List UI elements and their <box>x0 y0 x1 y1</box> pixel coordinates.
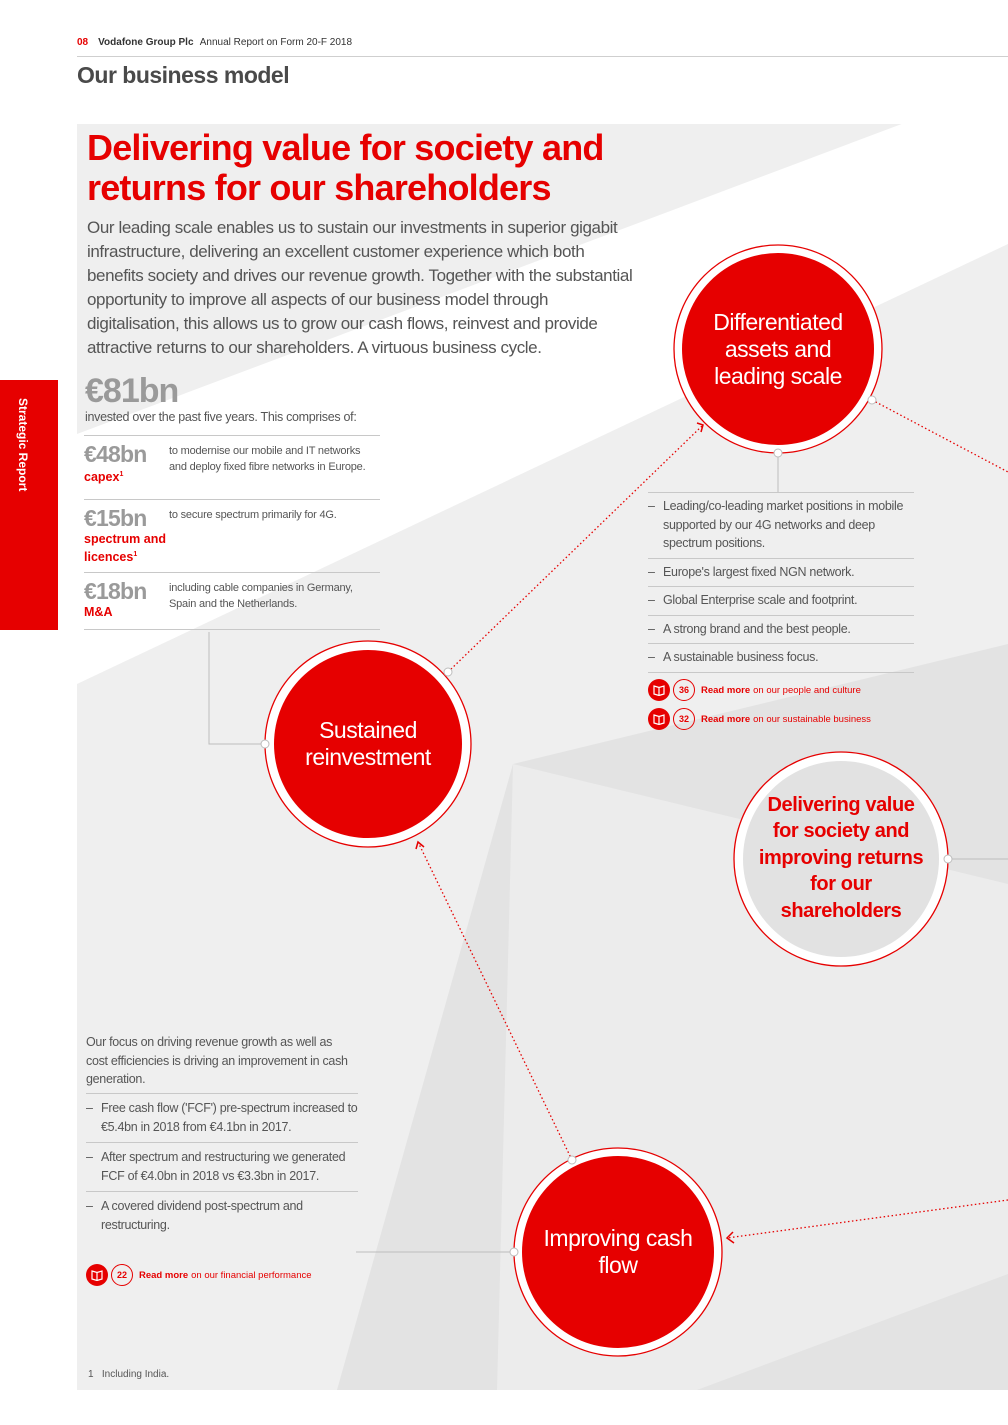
list-item: – After spectrum and restructuring we generated FCF of €4.0bn in 2018 vs €3.3bn in 2017. <box>86 1142 358 1191</box>
intro-paragraph: Our leading scale enables us to sustain our investments in superior gigabit infrastructure, delivering an excellent customer experience which both benefits society and drives our revenue growth. Together with the substantial opportunity to improve all aspects of our business model through digitalisation, this allows us to grow our cash flows, reinvest and provide attractive returns to our shareholders. A virtuous business cycle. <box>87 218 633 357</box>
book-icon <box>648 679 670 701</box>
book-icon <box>86 1264 108 1286</box>
total-investment-subtitle: invested over the past five years. This comprises of: <box>85 410 357 424</box>
connector-node <box>510 1248 518 1256</box>
read-more-people-link[interactable] <box>648 679 861 701</box>
mna-value: €18bn <box>84 578 147 604</box>
connector-node <box>868 396 876 404</box>
page-ref: 36 <box>673 679 695 701</box>
spectrum-value: €15bn <box>84 505 147 531</box>
capex-label: capex$^1$ <box>84 470 124 485</box>
read-more-text: on our sustainable business <box>753 713 871 725</box>
footnote <box>88 1369 169 1380</box>
mna-desc: including cable companies in Germany, Spain and the Netherlands. <box>169 582 353 610</box>
section-title: Our business model <box>77 62 290 88</box>
document-title: Annual Report on Form 20-F 2018 <box>199 37 353 48</box>
circle-differentiated-label: Differentiated assets and leading scale <box>713 308 843 389</box>
capex-value: €48bn <box>84 441 147 467</box>
cash-flow-list <box>86 1093 358 1240</box>
connector-node <box>261 740 269 748</box>
footnote-text: Including India. <box>101 1369 170 1380</box>
company-name: Vodafone Group Plc <box>98 37 194 48</box>
spectrum-label: spectrum and licences$^1$ <box>84 532 166 565</box>
list-item: – Global Enterprise scale and footprint. <box>648 587 914 616</box>
read-more-label: Read more <box>139 1269 189 1281</box>
connector-node <box>944 855 952 863</box>
circle-sustained-label: Sustained reinvestment <box>305 717 431 770</box>
list-item: – A strong brand and the best people. <box>648 616 914 645</box>
assets-list <box>648 492 914 673</box>
page-ref: 32 <box>673 708 695 730</box>
connector-node <box>444 668 452 676</box>
circle-delivering-label: Delivering value for society and improving returns for our shareholders <box>758 793 924 922</box>
side-tab-label: Strategic Report <box>16 398 30 492</box>
connector-node <box>568 1156 576 1164</box>
read-more-label: Read more <box>701 684 751 696</box>
cash-flow-intro: Our focus on driving revenue growth as well as cost efficiencies is driving an improvement in cash generation. <box>86 1035 348 1086</box>
read-more-text: on our financial performance <box>191 1269 312 1281</box>
read-more-financial-link[interactable] <box>86 1264 312 1286</box>
mna-label: M&A <box>84 605 113 619</box>
list-item: – Free cash flow ('FCF') pre-spectrum increased to €5.4bn in 2018 from €4.1bn in 2017. <box>86 1093 358 1142</box>
capex-desc: to modernise our mobile and IT networks and deploy fixed fibre networks in Europe. <box>169 445 366 473</box>
headline: Delivering value for society and returns for our shareholders <box>87 127 604 208</box>
page-ref: 22 <box>111 1264 133 1286</box>
list-item: – Europe's largest fixed NGN network. <box>648 559 914 588</box>
connector-node <box>774 449 782 457</box>
list-item: – A covered dividend post-spectrum and restructuring. <box>86 1191 358 1240</box>
footnote-number: 1 <box>88 1369 94 1380</box>
read-more-label: Read more <box>701 713 751 725</box>
book-icon <box>648 708 670 730</box>
list-item: – Leading/co-leading market positions in mobile supported by our 4G networks and deep spectrum positions. <box>648 492 914 559</box>
read-more-sustainable-link[interactable] <box>648 708 871 730</box>
read-more-text: on our people and culture <box>753 684 861 696</box>
spectrum-desc: to secure spectrum primarily for 4G. <box>169 509 337 521</box>
page-number: 08 <box>77 37 89 48</box>
list-item: – A sustainable business focus. <box>648 644 914 673</box>
total-investment: €81bn <box>85 372 179 410</box>
circle-improving-label: Improving cash flow <box>543 1225 693 1278</box>
